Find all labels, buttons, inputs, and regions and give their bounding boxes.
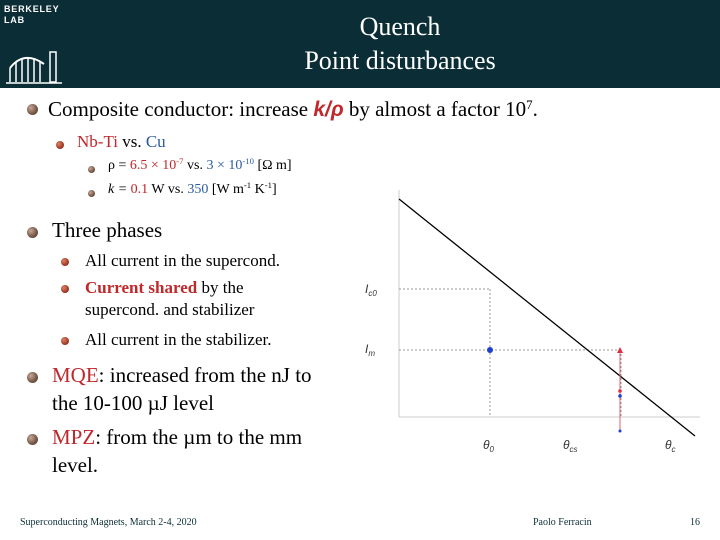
text: vs. <box>183 158 207 173</box>
bullet-icon <box>27 227 38 238</box>
text: by the <box>197 278 244 297</box>
tc-label: $\theta_c$ <box>665 438 676 454</box>
phase-3: All current in the stabilizer. <box>85 330 272 349</box>
ic0-label: $I_{c0}$ <box>365 282 377 298</box>
text: : increased from the nJ to <box>98 363 312 387</box>
bullet-icon <box>27 372 38 383</box>
current-sharing-figure <box>355 185 705 455</box>
bullet-icon <box>61 285 69 293</box>
bullet-k-values <box>108 181 277 199</box>
text: k = <box>108 182 131 197</box>
exponent: -10 <box>242 156 254 167</box>
phase-1: All current in the supercond. <box>85 251 280 270</box>
exponent: -1 <box>243 180 252 191</box>
bullet-three-phases: Three phases <box>52 218 163 242</box>
figure-svg <box>355 185 705 455</box>
text: ] <box>271 182 277 197</box>
text: Composite conductor: increase <box>48 97 314 121</box>
exponent: -7 <box>176 156 184 167</box>
up-arrow-icon <box>617 347 623 353</box>
bullet-mpz-line2: level. <box>52 453 99 477</box>
bullet-icon <box>61 258 69 266</box>
bullet-icon <box>27 434 38 445</box>
footer-event: Superconducting Magnets, March 2-4, 2020 <box>20 517 197 528</box>
cu-label: Cu <box>145 132 166 151</box>
slide-title <box>220 10 580 78</box>
im-label: $I_m$ <box>365 342 376 358</box>
cu-rho: 3 × 10 <box>206 158 243 173</box>
bullet-rho-values <box>108 157 292 175</box>
blue-marker-small <box>618 394 622 398</box>
exponent: -1 <box>264 180 272 191</box>
text: [Ω m] <box>253 158 292 173</box>
mqe-label: MQE <box>52 363 99 387</box>
critical-current-line <box>399 199 695 436</box>
text: K <box>251 182 265 197</box>
logo-text: BERKELEY LAB <box>4 4 60 25</box>
phase-2-line2: supercond. and stabilizer <box>85 300 255 319</box>
bullet-icon <box>56 141 64 149</box>
exponent: 7 <box>526 96 533 112</box>
building-icon <box>4 42 66 86</box>
phase-2 <box>85 277 244 299</box>
text: vs. <box>117 132 146 151</box>
text: W vs. <box>148 182 188 197</box>
text: ρ = <box>108 158 130 173</box>
bullet-mpz <box>52 424 302 450</box>
text: : from the µm to the mm <box>95 425 303 449</box>
operating-point-marker <box>487 347 493 353</box>
title-line-2: Point disturbances <box>304 46 496 75</box>
tcs-label: $\theta_{cs}$ <box>563 438 578 454</box>
current-shared: Current shared <box>85 278 198 297</box>
header-bar <box>0 0 720 88</box>
berkeley-lab-logo <box>4 4 74 86</box>
bullet-composite-conductor <box>48 96 538 123</box>
text: . <box>532 97 538 121</box>
bullet-icon <box>88 166 95 173</box>
k-over-rho: k/ρ <box>313 98 344 121</box>
nbti-rho: 6.5 × 10 <box>129 158 177 173</box>
bullet-icon <box>88 190 95 197</box>
nbti-k: 0.1 <box>130 182 149 197</box>
red-marker <box>618 389 622 393</box>
bullet-icon <box>61 337 69 345</box>
bullet-nbti-vs-cu <box>77 131 166 153</box>
mpz-label: MPZ <box>52 425 96 449</box>
t0-label: $\theta_0$ <box>483 438 494 454</box>
title-line-1: Quench <box>359 12 441 41</box>
nbti-label: Nb-Ti <box>77 132 118 151</box>
bullet-icon <box>27 104 38 115</box>
text: by almost a factor 10 <box>343 97 527 121</box>
cu-k: 350 <box>187 182 209 197</box>
bullet-mqe-line2: the 10-100 µJ level <box>52 391 214 415</box>
bullet-mqe <box>52 362 312 388</box>
blue-marker-bottom <box>619 430 622 433</box>
page-number: 16 <box>690 517 700 528</box>
footer-author: Paolo Ferracin <box>533 517 592 528</box>
text: [W m <box>208 182 244 197</box>
